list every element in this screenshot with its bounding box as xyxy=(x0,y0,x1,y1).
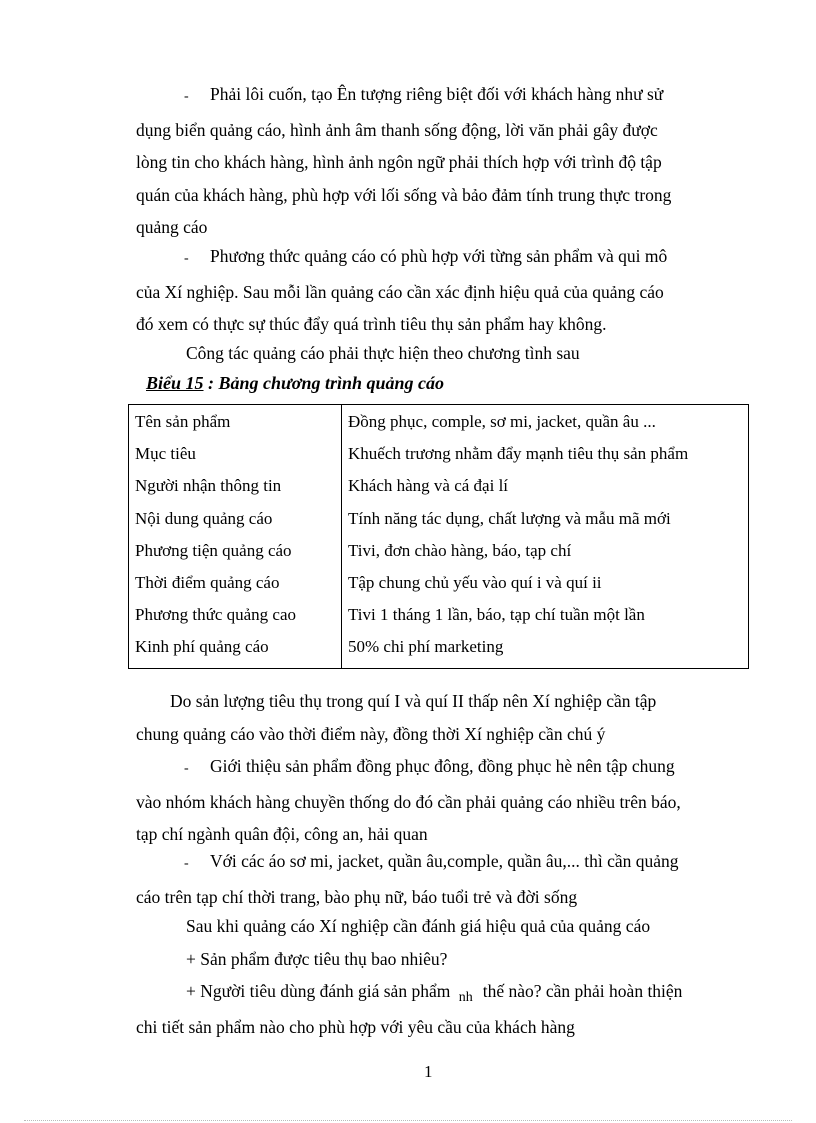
paragraph-shirts xyxy=(136,845,740,913)
paragraph-appeal xyxy=(136,78,740,244)
text-line: - Phải lôi cuốn, tạo Ên tượng riêng biệt đối với khách hàng như sử xyxy=(136,78,740,114)
subscript-fragment: nh xyxy=(458,990,473,1005)
paragraph-method xyxy=(136,240,740,341)
text-line: của Xí nghiệp. Sau mỗi lần quảng cáo cần xác định hiệu quả của quảng cáo xyxy=(136,281,664,302)
text-line: chi tiết sản phẩm nào cho phù hợp với yêu cầu của khách hàng xyxy=(136,1016,575,1037)
table-cell-value: 50% chi phí marketing xyxy=(348,637,504,657)
table-cell-value: Đồng phục, comple, sơ mi, jacket, quần âu ... xyxy=(348,412,656,431)
table-row xyxy=(129,631,749,668)
text-line: đó xem có thực sự thúc đẩy quá trình tiêu thụ sản phẩm hay không. xyxy=(136,314,607,334)
advertising-program-table xyxy=(128,404,749,669)
dash-bullet: - xyxy=(184,89,189,104)
text-line: - Phương thức quảng cáo có phù hợp với từng sản phẩm và qui mô xyxy=(136,240,740,276)
paragraph-program-intro xyxy=(136,337,740,370)
table-row xyxy=(129,503,749,535)
paragraph-uniforms xyxy=(136,750,740,851)
text-line: Do sản lượng tiêu thụ trong quí I và quí II thấp nên Xí nghiệp cần tập xyxy=(170,691,657,711)
table-cell-label: Phương tiện quảng cáo xyxy=(129,535,342,567)
text-line: quảng cáo xyxy=(136,217,208,237)
dash-bullet: - xyxy=(184,251,189,266)
text-line: + Người tiêu dùng đánh giá sản phẩm $_{nh}$ thế nào? cần phải hoàn thiện xyxy=(186,981,683,1005)
table-cell-value: Khuếch trương nhằm đẩy mạnh tiêu thụ sản phẩm xyxy=(348,444,689,464)
table-cell-label: Tên sản phẩm xyxy=(129,405,342,439)
text-line: cáo trên tạp chí thời trang, bào phụ nữ, báo tuổi trẻ và đời sống xyxy=(136,886,578,907)
text-line: + Sản phẩm được tiêu thụ bao nhiêu? xyxy=(186,948,448,969)
text-line: vào nhóm khách hàng chuyền thống do đó cần phải quảng cáo nhiều trên báo, xyxy=(136,791,681,812)
table-cell-label: Nội dung quảng cáo xyxy=(129,503,342,535)
text-line: lòng tin cho khách hàng, hình ảnh ngôn ngữ phải thích hợp với trình độ tập xyxy=(136,152,662,172)
text-line: - Giới thiệu sản phẩm đồng phục đông, đồng phục hè nên tập chung xyxy=(136,750,740,786)
text-line: quán của khách hàng, phù hợp với lối sống và bảo đảm tính trung thực trong xyxy=(136,184,672,205)
table-row xyxy=(129,470,749,502)
table-cell-label: Thời điểm quảng cáo xyxy=(129,567,342,599)
text-line: - Với các áo sơ mi, jacket, quần âu,comple, quần âu,... thì cần quảng xyxy=(136,845,740,881)
table-row xyxy=(129,438,749,470)
table-row xyxy=(129,599,749,631)
table-cell-value: Tính năng tác dụng, chất lượng và mẫu mã mới xyxy=(348,508,671,528)
paragraph-evaluation xyxy=(136,910,740,1043)
table-cell-value: Khách hàng và cá đại lí xyxy=(348,476,509,496)
text-line: chung quảng cáo vào thời điểm này, đồng thời Xí nghiệp cần chú ý xyxy=(136,723,606,744)
paragraph-sales-quarters xyxy=(136,685,740,750)
table-caption xyxy=(146,373,444,394)
table-cell-value: Tivi 1 tháng 1 lần, báo, tạp chí tuần một lần xyxy=(348,605,645,625)
page-number: 1 xyxy=(424,1062,433,1081)
text-line: Công tác quảng cáo phải thực hiện theo chương tình sau xyxy=(186,343,580,363)
table-row xyxy=(129,405,749,439)
table-caption-text: : Bảng chương trình quảng cáo xyxy=(203,373,445,393)
table-row xyxy=(129,567,749,599)
text-line: dụng biển quảng cáo, hình ảnh âm thanh sống động, lời văn phải gây được xyxy=(136,119,658,140)
text-line: tạp chí ngành quân đội, công an, hải quan xyxy=(136,824,428,844)
text-line: Sau khi quảng cáo Xí nghiệp cần đánh giá hiệu quả của quảng cáo xyxy=(186,916,651,936)
footer-divider xyxy=(24,1120,792,1121)
table-cell-label: Người nhận thông tin xyxy=(129,470,342,502)
table-cell-label: Phương thức quảng cao xyxy=(129,599,342,631)
table-cell-value: Tập chung chủ yếu vào quí i và quí ii xyxy=(348,573,602,593)
table-cell-label: Kinh phí quảng cáo xyxy=(129,631,342,668)
table-caption-label: Biểu 15 xyxy=(146,373,204,393)
table-cell-label: Mục tiêu xyxy=(129,438,342,470)
table-row xyxy=(129,535,749,567)
table-cell-value: Tivi, đơn chào hàng, báo, tạp chí xyxy=(348,540,572,560)
dash-bullet: - xyxy=(184,856,189,871)
dash-bullet: - xyxy=(184,761,189,776)
